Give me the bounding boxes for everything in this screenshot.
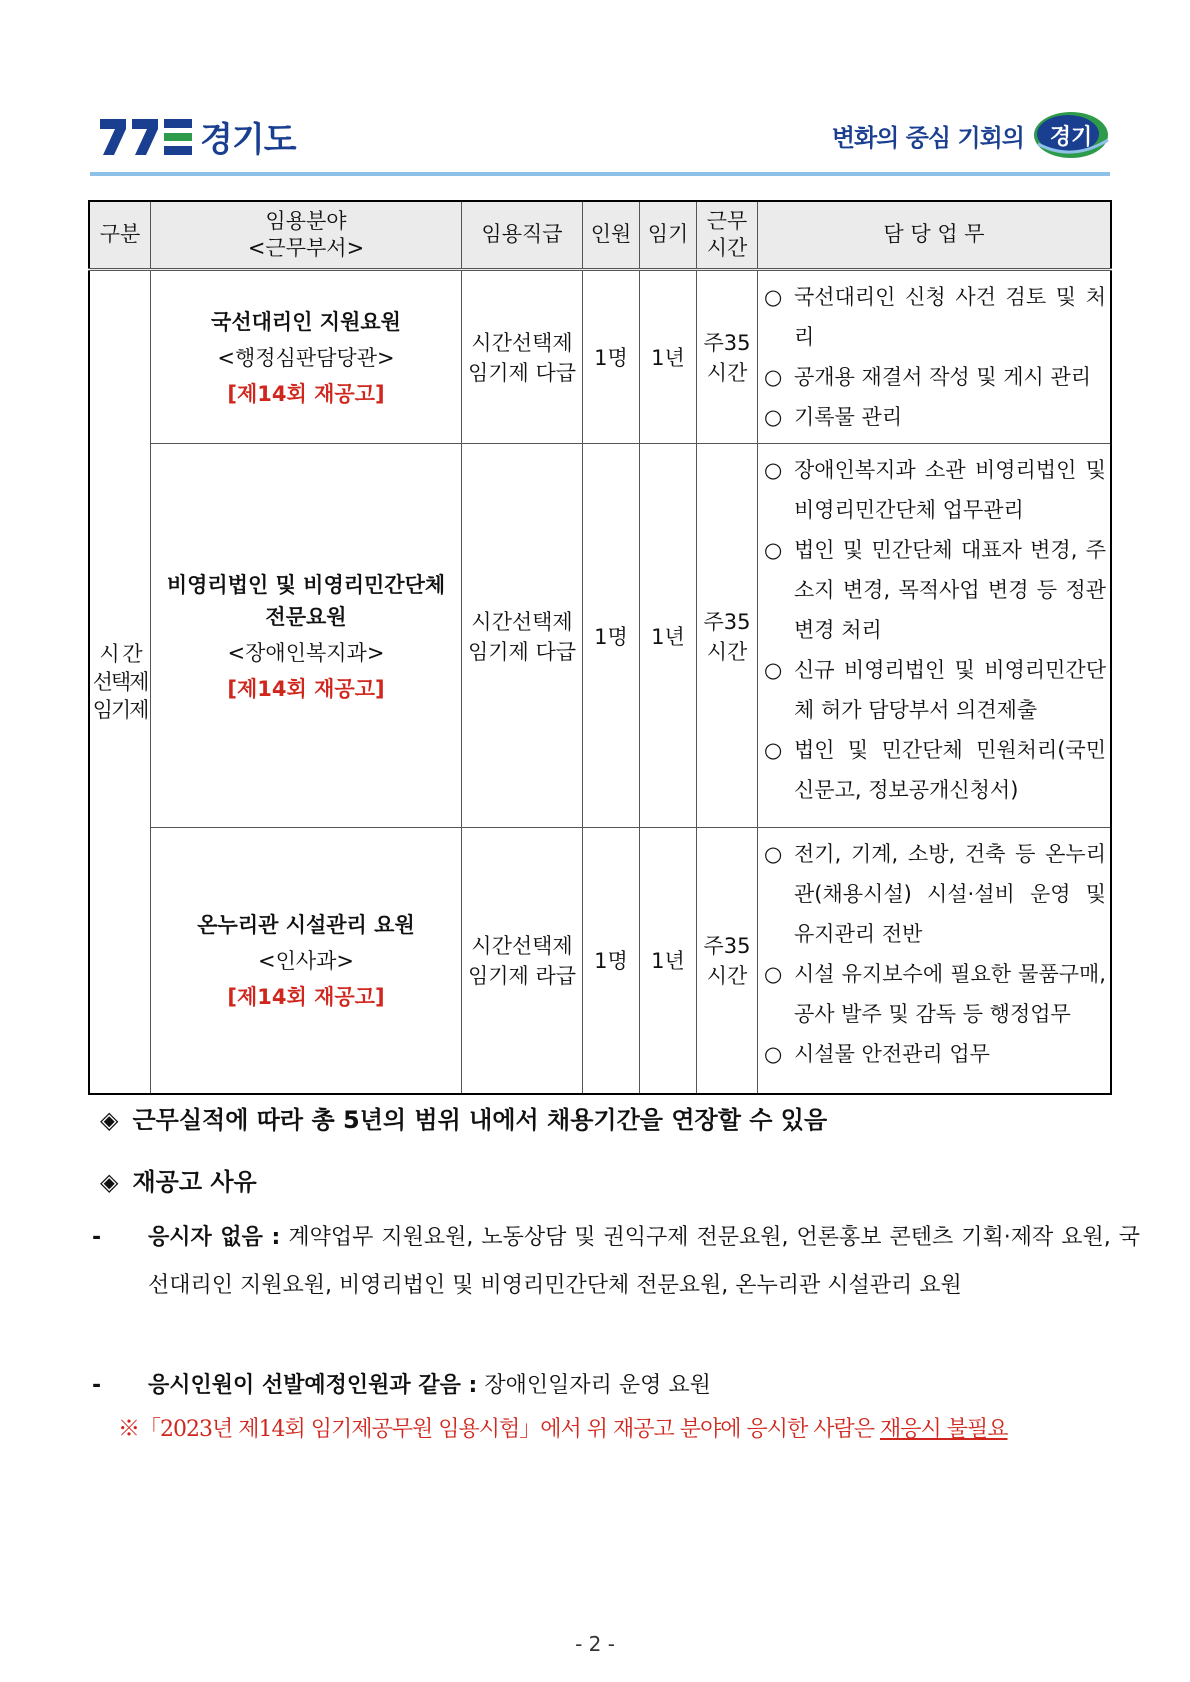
field-cell xyxy=(151,270,462,444)
circle-bullet-icon: ○ xyxy=(764,658,783,682)
duty-item xyxy=(764,954,1106,1034)
grade-line: 시간선택제 xyxy=(471,934,573,959)
grade-cell xyxy=(462,270,583,444)
grade-line: 임기제 다급 xyxy=(467,361,577,385)
reason-equal-applicants xyxy=(92,1362,1140,1410)
header-grade: 임용직급 xyxy=(462,201,583,270)
extension-text: 근무실적에 따라 총 5년의 범위 내에서 채용기간을 연장할 수 있음 xyxy=(132,1106,828,1134)
badge-text: 경기 xyxy=(1049,125,1093,150)
duty-item xyxy=(764,530,1106,650)
reapply-warning xyxy=(118,1412,1118,1443)
duty-item xyxy=(764,834,1106,954)
gubun-line: 선택제 xyxy=(92,669,148,694)
duty-item xyxy=(764,357,1106,397)
reason-label: 응시자 없음 : xyxy=(148,1225,281,1250)
duty-text: 국선대리인 신청 사건 검토 및 처리 xyxy=(794,285,1106,349)
duties-cell xyxy=(758,270,1112,444)
diamond-bullet-icon: ◈ xyxy=(100,1106,119,1134)
warning-text: ※「2023년 제14회 임기제공무원 임용시험」에서 위 재공고 분야에 응시한 사람은 xyxy=(118,1417,880,1442)
recruitment-table xyxy=(88,200,1112,1095)
header-hours xyxy=(697,201,758,270)
field-dept: <행정심판담당관> xyxy=(217,346,395,370)
circle-bullet-icon: ○ xyxy=(764,738,783,762)
slogan-logo xyxy=(832,110,1110,160)
gubun-cell xyxy=(89,270,151,1094)
duty-text: 기록물 관리 xyxy=(794,405,903,429)
hours-line: 주35 xyxy=(703,331,751,355)
num-cell: 1명 xyxy=(583,444,640,828)
slogan-text: 변화의 중심 기회의 xyxy=(831,123,1024,152)
field-notice: [제14회 재공고] xyxy=(227,985,385,1010)
duty-item xyxy=(764,650,1106,730)
reason-heading xyxy=(100,1162,257,1197)
field-title: 국선대리인 지원요원 xyxy=(211,310,401,334)
header-field-line2: <근무부서> xyxy=(247,236,365,260)
header-num: 인원 xyxy=(583,201,640,270)
circle-bullet-icon: ○ xyxy=(764,458,783,482)
duty-item xyxy=(764,397,1106,437)
gyeonggi-logo xyxy=(100,112,296,161)
table-row xyxy=(89,828,1111,1094)
circle-bullet-icon: ○ xyxy=(764,962,783,986)
circle-bullet-icon: ○ xyxy=(764,1042,783,1066)
dash-bullet: - xyxy=(92,1373,102,1398)
duty-text: 장애인복지과 소관 비영리법인 및 비영리민간단체 업무관리 xyxy=(794,458,1106,522)
hours-line: 시간 xyxy=(706,639,748,664)
duty-item xyxy=(764,730,1106,810)
duties-cell xyxy=(758,444,1112,828)
field-cell xyxy=(151,828,462,1094)
reason-heading-text: 재공고 사유 xyxy=(132,1168,257,1196)
reason-text: 계약업무 지원요원, 노동상담 및 권익구제 전문요원, 언론홍보 콘텐츠 기획·제작 요원, 국선대리인 지원요원, 비영리법인 및 비영리민간단체 전문요원, 온누리관 시설관리 요원 xyxy=(148,1225,1140,1298)
field-title: 비영리법인 및 비영리민간단체 xyxy=(166,572,446,597)
circle-bullet-icon: ○ xyxy=(764,405,783,429)
slogan-badge xyxy=(1032,110,1110,160)
duty-text: 신규 비영리법인 및 비영리민간단체 허가 담당부서 의견제출 xyxy=(794,658,1106,722)
logo-text: 경기도 xyxy=(200,120,296,160)
duty-text: 전기, 기계, 소방, 건축 등 온누리관(채용시설) 시설·설비 운영 및 유지관리 전반 xyxy=(794,842,1106,946)
reason-text: 장애인일자리 운영 요원 xyxy=(484,1373,711,1398)
page-number: - 2 - xyxy=(575,1632,615,1656)
hours-line: 시간 xyxy=(706,964,748,989)
grade-line: 임기제 라급 xyxy=(467,964,577,989)
duty-text: 시설 유지보수에 필요한 물품구매, 공사 발주 및 감독 등 행정업무 xyxy=(794,962,1106,1026)
table-row xyxy=(89,270,1111,444)
field-dept: <장애인복지과> xyxy=(227,640,385,665)
circle-bullet-icon: ○ xyxy=(764,365,783,389)
header-duties: 담 당 업 무 xyxy=(758,201,1112,270)
header-field xyxy=(151,201,462,270)
duties-cell xyxy=(758,828,1112,1094)
grade-line: 임기제 다급 xyxy=(467,639,577,664)
grade-line: 시간선택제 xyxy=(471,609,573,634)
dash-bullet: - xyxy=(92,1225,102,1250)
header-hours-line1: 근무 xyxy=(706,208,748,233)
field-dept: <인사과> xyxy=(257,949,355,974)
field-title: 온누리관 시설관리 요원 xyxy=(197,913,415,938)
hours-line: 주35 xyxy=(703,934,751,959)
duty-item xyxy=(764,450,1106,530)
grade-cell xyxy=(462,444,583,828)
hours-cell xyxy=(697,828,758,1094)
field-cell xyxy=(151,444,462,828)
reason-label: 응시인원이 선발예정인원과 같음 : xyxy=(148,1373,478,1398)
extension-note xyxy=(100,1100,827,1135)
duty-text: 법인 및 민간단체 대표자 변경, 주소지 변경, 목적사업 변경 등 정관변경 처리 xyxy=(794,538,1106,642)
page-header xyxy=(100,108,1110,168)
reason-no-applicants xyxy=(92,1214,1140,1310)
field-title: 전문요원 xyxy=(265,604,347,629)
duty-text: 공개용 재결서 작성 및 게시 관리 xyxy=(794,365,1092,389)
field-notice: [제14회 재공고] xyxy=(227,676,385,701)
field-notice: [제14회 재공고] xyxy=(227,382,385,406)
gyeonggi-logo-mark-icon xyxy=(100,115,192,159)
header-hours-line2: 시간 xyxy=(706,236,748,260)
hours-line: 주35 xyxy=(703,609,751,634)
gubun-line: 시 간 xyxy=(99,641,141,666)
term-cell: 1년 xyxy=(640,270,697,444)
duty-text: 법인 및 민간단체 민원처리(국민신문고, 정보공개신청서) xyxy=(794,738,1106,802)
header-gubun: 구분 xyxy=(89,201,151,270)
hours-line: 시간 xyxy=(706,361,748,385)
circle-bullet-icon: ○ xyxy=(764,538,783,562)
term-cell: 1년 xyxy=(640,828,697,1094)
duty-text: 시설물 안전관리 업무 xyxy=(794,1042,990,1066)
warning-underlined: 재응시 불필요 xyxy=(879,1417,1008,1442)
num-cell: 1명 xyxy=(583,828,640,1094)
grade-line: 시간선택제 xyxy=(471,331,573,355)
duty-item xyxy=(764,277,1106,357)
table-header-row xyxy=(89,201,1111,270)
num-cell: 1명 xyxy=(583,270,640,444)
header-field-line1: 임용분야 xyxy=(265,208,347,233)
gubun-line: 임기제 xyxy=(92,697,148,722)
header-divider xyxy=(90,172,1110,176)
circle-bullet-icon: ○ xyxy=(764,842,783,866)
hours-cell xyxy=(697,270,758,444)
hours-cell xyxy=(697,444,758,828)
diamond-bullet-icon: ◈ xyxy=(100,1168,119,1196)
term-cell: 1년 xyxy=(640,444,697,828)
circle-bullet-icon: ○ xyxy=(764,285,783,309)
duty-item xyxy=(764,1034,1106,1074)
header-term: 임기 xyxy=(640,201,697,270)
table-row xyxy=(89,444,1111,828)
grade-cell xyxy=(462,828,583,1094)
